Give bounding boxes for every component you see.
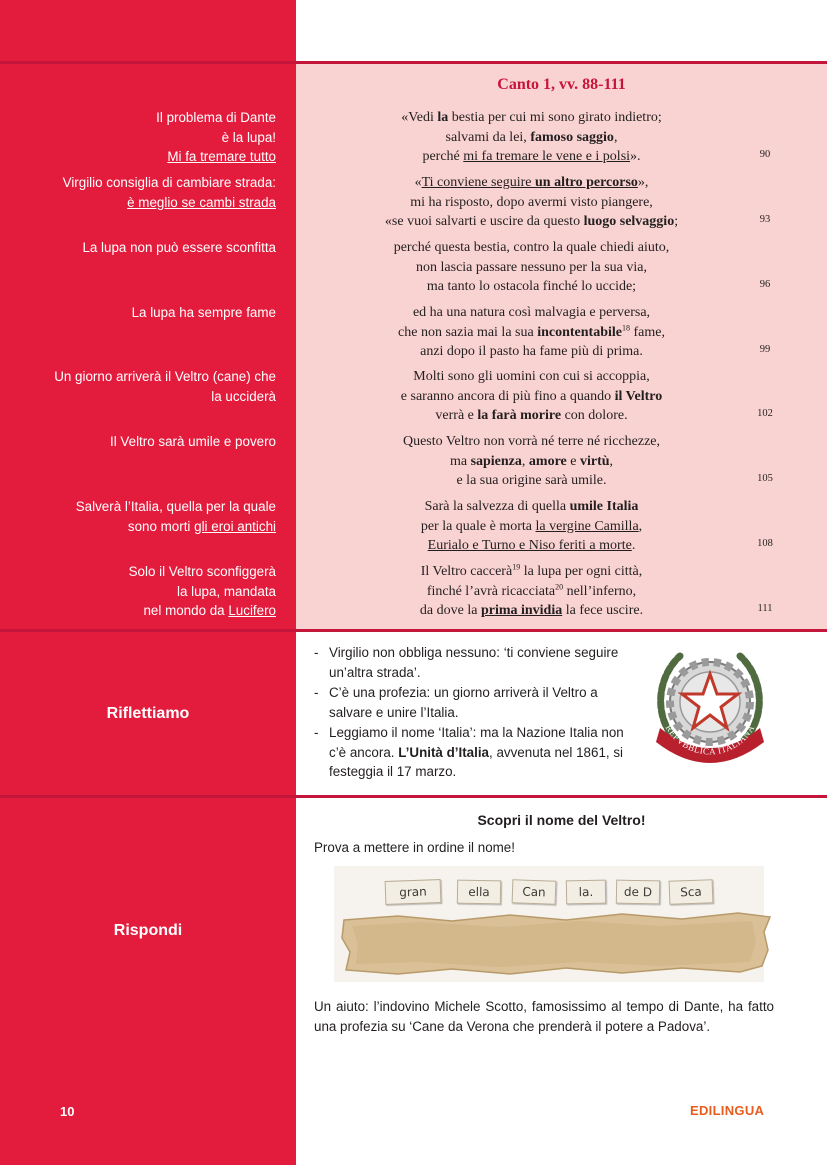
verse-line [296,147,767,167]
verse-line: ed ha una natura così malvagia e perversa, [412,305,651,320]
verse-line [296,387,767,407]
verse-line [296,323,767,343]
exercise-hint: Un aiuto: l’indovino Michele Scotto, famosissimo al tempo di Dante, ha fatto una profezia su ‘Cane da Verona che prenderà il potere a Padova’. [314,999,774,1034]
verse-line [296,173,767,193]
verse-line: Molti sono gli uomini con cui si accoppia, [413,369,650,384]
verse-text: salvami da lei, [445,129,531,145]
verse-number: 93 [759,214,771,225]
word-tile[interactable]: Sca [669,879,714,905]
verse-text: con dolore. [561,408,628,423]
divider-canto [0,629,827,632]
list-item [314,683,639,722]
sidenote-underlined: Lucifero [228,603,276,618]
verse-bold: il Veltro [614,388,663,404]
sidenote-line: è la lupa! [221,129,276,145]
verse-text: e [566,453,580,469]
verse-line [296,452,767,472]
verse-text: nell’inferno, [563,583,637,599]
verse-number: 90 [759,149,771,160]
verse-bold: virtù [579,453,610,469]
bullet-marker: - [314,685,319,700]
exercise-title: Scopri il nome del Veltro! [477,812,646,828]
verse-line [296,212,767,232]
verse-text: perché [422,149,464,164]
sidenote-line: Virgilio consiglia di cambiare strada: [62,175,276,190]
verse-text: Il Veltro caccerà [420,564,513,579]
word-tile[interactable]: la. [566,880,606,905]
emblem-motto: REPVBBLICA ITALIANA [663,723,757,757]
sidenote-line: Il problema di Dante [156,110,276,125]
verse-text: per la quale è morta [420,518,536,534]
riflettiamo-list [314,643,639,783]
verse-number: 102 [757,408,773,419]
sidenote-line: Il Veltro sarà umile e povero [110,434,276,449]
divider-riflettiamo [0,795,827,798]
sidenote-text: nel mondo da [143,603,229,618]
sidenote-line [6,517,276,537]
sidenote-line [6,601,276,621]
verse-bold: incontentabile [537,324,622,340]
stanza-5 [296,367,767,426]
publisher-logo: EDILINGUA [690,1103,765,1118]
verse-text: . [631,538,636,553]
verse-line [296,582,767,602]
verse-text: «Vedi [401,110,438,125]
verse-bold: famoso saggio [530,129,614,145]
sidenote-underlined: è meglio se cambi strada [127,194,276,210]
sidenote-line: La lupa non può essere sconfitta [82,240,276,255]
stanza-7 [296,497,767,556]
sidenote-8 [6,562,276,621]
word-tile[interactable]: ella [457,880,501,905]
verse-number: 96 [759,279,771,290]
verse-line [296,601,767,621]
sidenote-line: Solo il Veltro sconfiggerà [128,564,276,579]
verse-text: finché l’avrà ricacciata [426,583,556,599]
verse-text: verrà e [435,408,478,423]
verse-line [296,562,767,582]
sidenote-line: la lupa, mandata [176,583,276,599]
verse-text: fame, [629,324,665,340]
page-number: 10 [60,1104,75,1119]
verse-line [296,497,767,517]
verse-line [296,406,767,426]
bullet-text: Leggiamo il nome ‘Italia’: ma la Nazione Italia non c’è ancora. [329,725,624,760]
exercise-instruction: Prova a mettere in ordine il nome! [314,840,515,855]
verse-line: e la sua origine sarà umile. [456,473,607,488]
sidenote-underlined: Mi fa tremare tutto [167,149,276,164]
sidenote-1 [6,108,276,167]
verse-text: , [613,129,618,145]
verse-line [296,108,767,128]
stanza-1 [296,108,767,167]
stanza-4 [296,303,767,362]
verse-text: Sarà la salvezza di quella [424,499,570,514]
verse-number: 111 [757,603,773,614]
verse-number: 108 [757,538,773,549]
verse-bold: luogo selvaggio [583,214,675,229]
canto-title: Canto 1, vv. 88-111 [497,76,626,93]
bullet-text: Virgilio non obbliga nessuno: ‘ti conviene seguire un’altra strada’. [329,645,619,680]
verse-line: perché questa bestia, contro la quale chiedi aiuto, [393,240,670,255]
stanza-3 [296,238,767,297]
verse-line [296,128,767,148]
word-tile[interactable]: Can [512,879,557,905]
verse-line [296,517,767,537]
verse-text: che non sazia mai la sua [398,324,538,340]
verse-text: », [637,175,649,190]
stanza-6 [296,432,767,491]
list-item [314,723,639,782]
sidenote-line: la ucciderà [211,388,276,404]
bullet-text: C’è una profezia: un giorno arriverà il Veltro a salvare e unire l’Italia. [329,685,598,720]
sidenote-7 [6,497,276,536]
verse-text: « [414,175,422,190]
sidenote-line: Un giorno arriverà il Veltro (cane) che [54,369,276,384]
verse-text: , [638,518,643,534]
verse-number: 99 [759,344,771,355]
verse-text: e saranno ancora di più fino a quando [400,388,615,404]
verse-line: mi ha risposto, dopo avermi visto piangere, [410,194,653,210]
verse-line: Questo Veltro non vorrà né terre né ricchezze, [402,434,661,449]
verse-bold-underlined: prima invidia [480,603,563,618]
verse-bold: umile Italia [569,499,639,514]
stanza-2 [296,173,767,232]
bullet-marker: - [314,725,319,740]
footnote-ref: 19 [512,562,521,572]
stanza-8 [296,562,767,621]
sidenote-text: sono morti [127,518,195,534]
verse-text: da dove la [419,603,481,618]
verse-text: , [521,453,529,469]
verse-text: ma [449,453,471,469]
italian-republic-emblem [650,638,770,770]
verse-text: la lupa per ogni città, [520,564,643,579]
sidenote-5 [6,367,276,406]
verse-text: , [609,453,614,469]
sidenote-4 [6,303,276,323]
word-tile[interactable]: gran [385,879,442,905]
sidenote-line: La lupa ha sempre fame [131,305,276,320]
verse-text: ; [674,214,679,229]
sidenote-line: Salverà l’Italia, quella per la quale [75,499,276,514]
sidenote-3 [6,238,276,258]
sidenote-2 [6,173,276,212]
rispondi-label: Rispondi [113,922,183,939]
list-item [314,643,639,682]
sidenote-6 [6,432,276,452]
verse-bold: la [437,110,449,125]
footnote-ref: 18 [621,322,630,332]
word-tile[interactable]: de D [616,880,660,905]
verse-line: anzi dopo il pasto ha fame più di prima. [420,344,643,359]
verse-line: non lascia passare nessuno per la sua via, [416,259,647,275]
verse-underlined: Ti conviene seguire [421,175,535,190]
riflettiamo-label: Riflettiamo [106,705,190,722]
verse-underlined: la vergine Camilla [535,518,639,534]
verse-bold: la farà morire [477,408,562,423]
verse-text: bestia per cui mi sono girato indietro; [448,110,662,125]
verse-text: la fece uscire. [562,603,644,618]
verse-underlined: mi fa tremare le vene e i polsi [463,149,631,164]
verse-bold: amore [528,453,567,469]
bullet-bold: L’Unità d’Italia [398,744,490,760]
bullet-marker: - [314,645,319,660]
verse-underlined: Eurialo e Turno e Niso feriti a morte [427,538,632,553]
verse-bold: sapienza [470,453,522,469]
bullet-text: , avvenuta nel 1861, si festeggia il 17 marzo. [329,744,624,779]
verse-text: ». [630,149,641,164]
verse-text: «se vuoi salvarti e uscire da questo [384,214,584,229]
verse-line [296,536,767,556]
sidenote-underlined: gli eroi antichi [194,518,276,534]
footnote-ref: 20 [555,581,564,591]
verse-number: 105 [757,473,773,484]
verse-line: ma tanto lo ostacola finché lo uccide; [426,279,637,294]
verse-bold-underlined: un altro percorso [535,175,638,190]
